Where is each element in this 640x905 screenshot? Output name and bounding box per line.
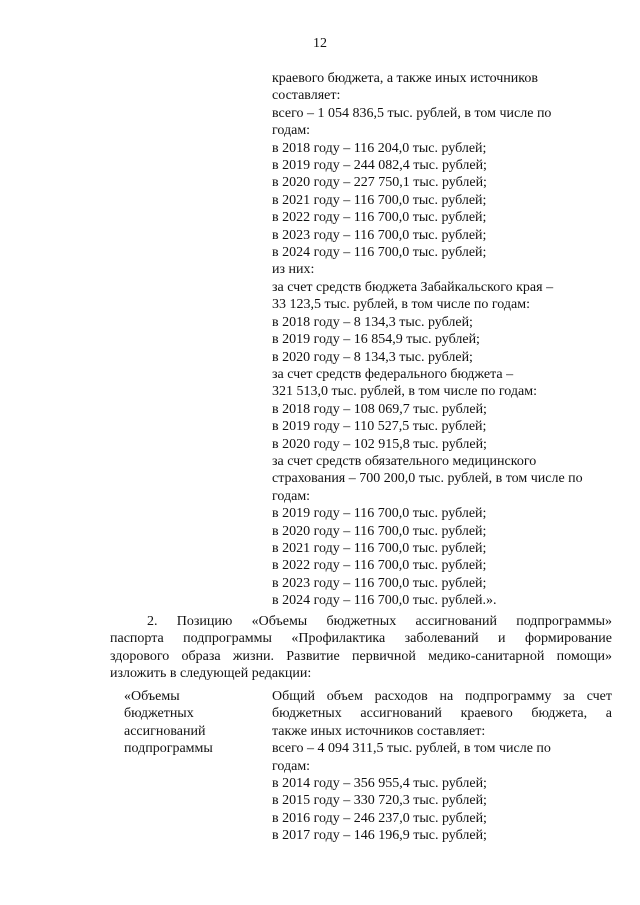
text-line: также иных источников составляет: [272,723,486,739]
text-line: ассигнований [124,723,206,739]
text-line: в 2020 году – 102 915,8 тыс. рублей; [272,436,487,452]
text-line: 33 123,5 тыс. рублей, в том числе по годам: [272,297,530,313]
text-line: всего – 1 054 836,5 тыс. рублей, в том числе по [272,105,552,121]
text-line: за счет средств обязательного медицинского [272,453,537,469]
text-line: годам: [272,123,311,139]
text-line: в 2017 году – 146 196,9 тыс. рублей; [272,828,487,844]
text-line: 321 513,0 тыс. рублей, в том числе по годам: [272,384,537,400]
text-line: в 2022 году – 116 700,0 тыс. рублей; [272,210,487,226]
text-line: в 2019 году – 116 700,0 тыс. рублей; [272,506,487,522]
text-line: подпрограммы [124,741,213,757]
text-line: в 2022 году – 116 700,0 тыс. рублей; [272,558,487,574]
text-line: в 2020 году – 116 700,0 тыс. рублей; [272,523,487,539]
text-line: в 2021 году – 116 700,0 тыс. рублей; [272,192,487,208]
text-line: краевого бюджета, а также иных источников [272,71,538,86]
funding-text-block-bottom [272,688,612,845]
text-line: в 2019 году – 244 082,4 тыс. рублей; [272,158,487,174]
text-line: в 2015 году – 330 720,3 тыс. рублей; [272,793,487,809]
text-line: в 2016 году – 246 237,0 тыс. рублей; [272,810,487,826]
text-line: 2. Позицию «Объемы бюджетных ассигнований подпрограммы» [147,614,612,629]
text-line: годам: [272,758,311,774]
text-line: Общий объем расходов на подпрограмму за счет [272,689,612,704]
text-line: в 2024 году – 116 700,0 тыс. рублей.». [272,593,497,609]
text-line: в 2023 году – 116 700,0 тыс. рублей; [272,227,487,243]
page-number: 12 [313,36,327,51]
text-line: годам: [272,488,311,504]
table-label-cell [124,688,264,758]
text-line: в 2019 году – 16 854,9 тыс. рублей; [272,332,480,348]
text-line: за счет средств федерального бюджета – [272,366,514,382]
funding-text-block-top [272,70,612,610]
paragraph-2 [110,613,612,683]
text-line: составляет: [272,88,341,104]
text-line: в 2014 году – 356 955,4 тыс. рублей; [272,776,487,792]
text-line: паспорта подпрограммы «Профилактика заболеваний и формирование [110,631,612,647]
text-line: в 2020 году – 8 134,3 тыс. рублей; [272,349,473,365]
text-line: бюджетных [124,706,194,722]
text-line: в 2023 году – 116 700,0 тыс. рублей; [272,575,487,591]
text-line: изложить в следующей редакции: [110,666,312,682]
text-line: из них: [272,262,315,278]
text-line: «Объемы [124,689,180,704]
text-line: в 2021 году – 116 700,0 тыс. рублей; [272,540,487,556]
text-line: в 2018 году – 116 204,0 тыс. рублей; [272,140,487,156]
text-line: здорового образа жизни. Развитие первичной медико-санитарной помощи» [110,648,612,664]
text-line: бюджетных ассигнований краевого бюджета, а [272,706,612,722]
text-line: в 2024 году – 116 700,0 тыс. рублей; [272,245,487,261]
text-line: в 2018 году – 8 134,3 тыс. рублей; [272,314,473,330]
text-line: в 2018 году – 108 069,7 тыс. рублей; [272,401,487,417]
text-line: страхования – 700 200,0 тыс. рублей, в том числе по [272,471,583,487]
text-line: в 2020 году – 227 750,1 тыс. рублей; [272,175,487,191]
text-line: за счет средств бюджета Забайкальского края – [272,279,554,295]
text-line: всего – 4 094 311,5 тыс. рублей, в том числе по [272,741,551,757]
text-line: в 2019 году – 110 527,5 тыс. рублей; [272,419,487,435]
